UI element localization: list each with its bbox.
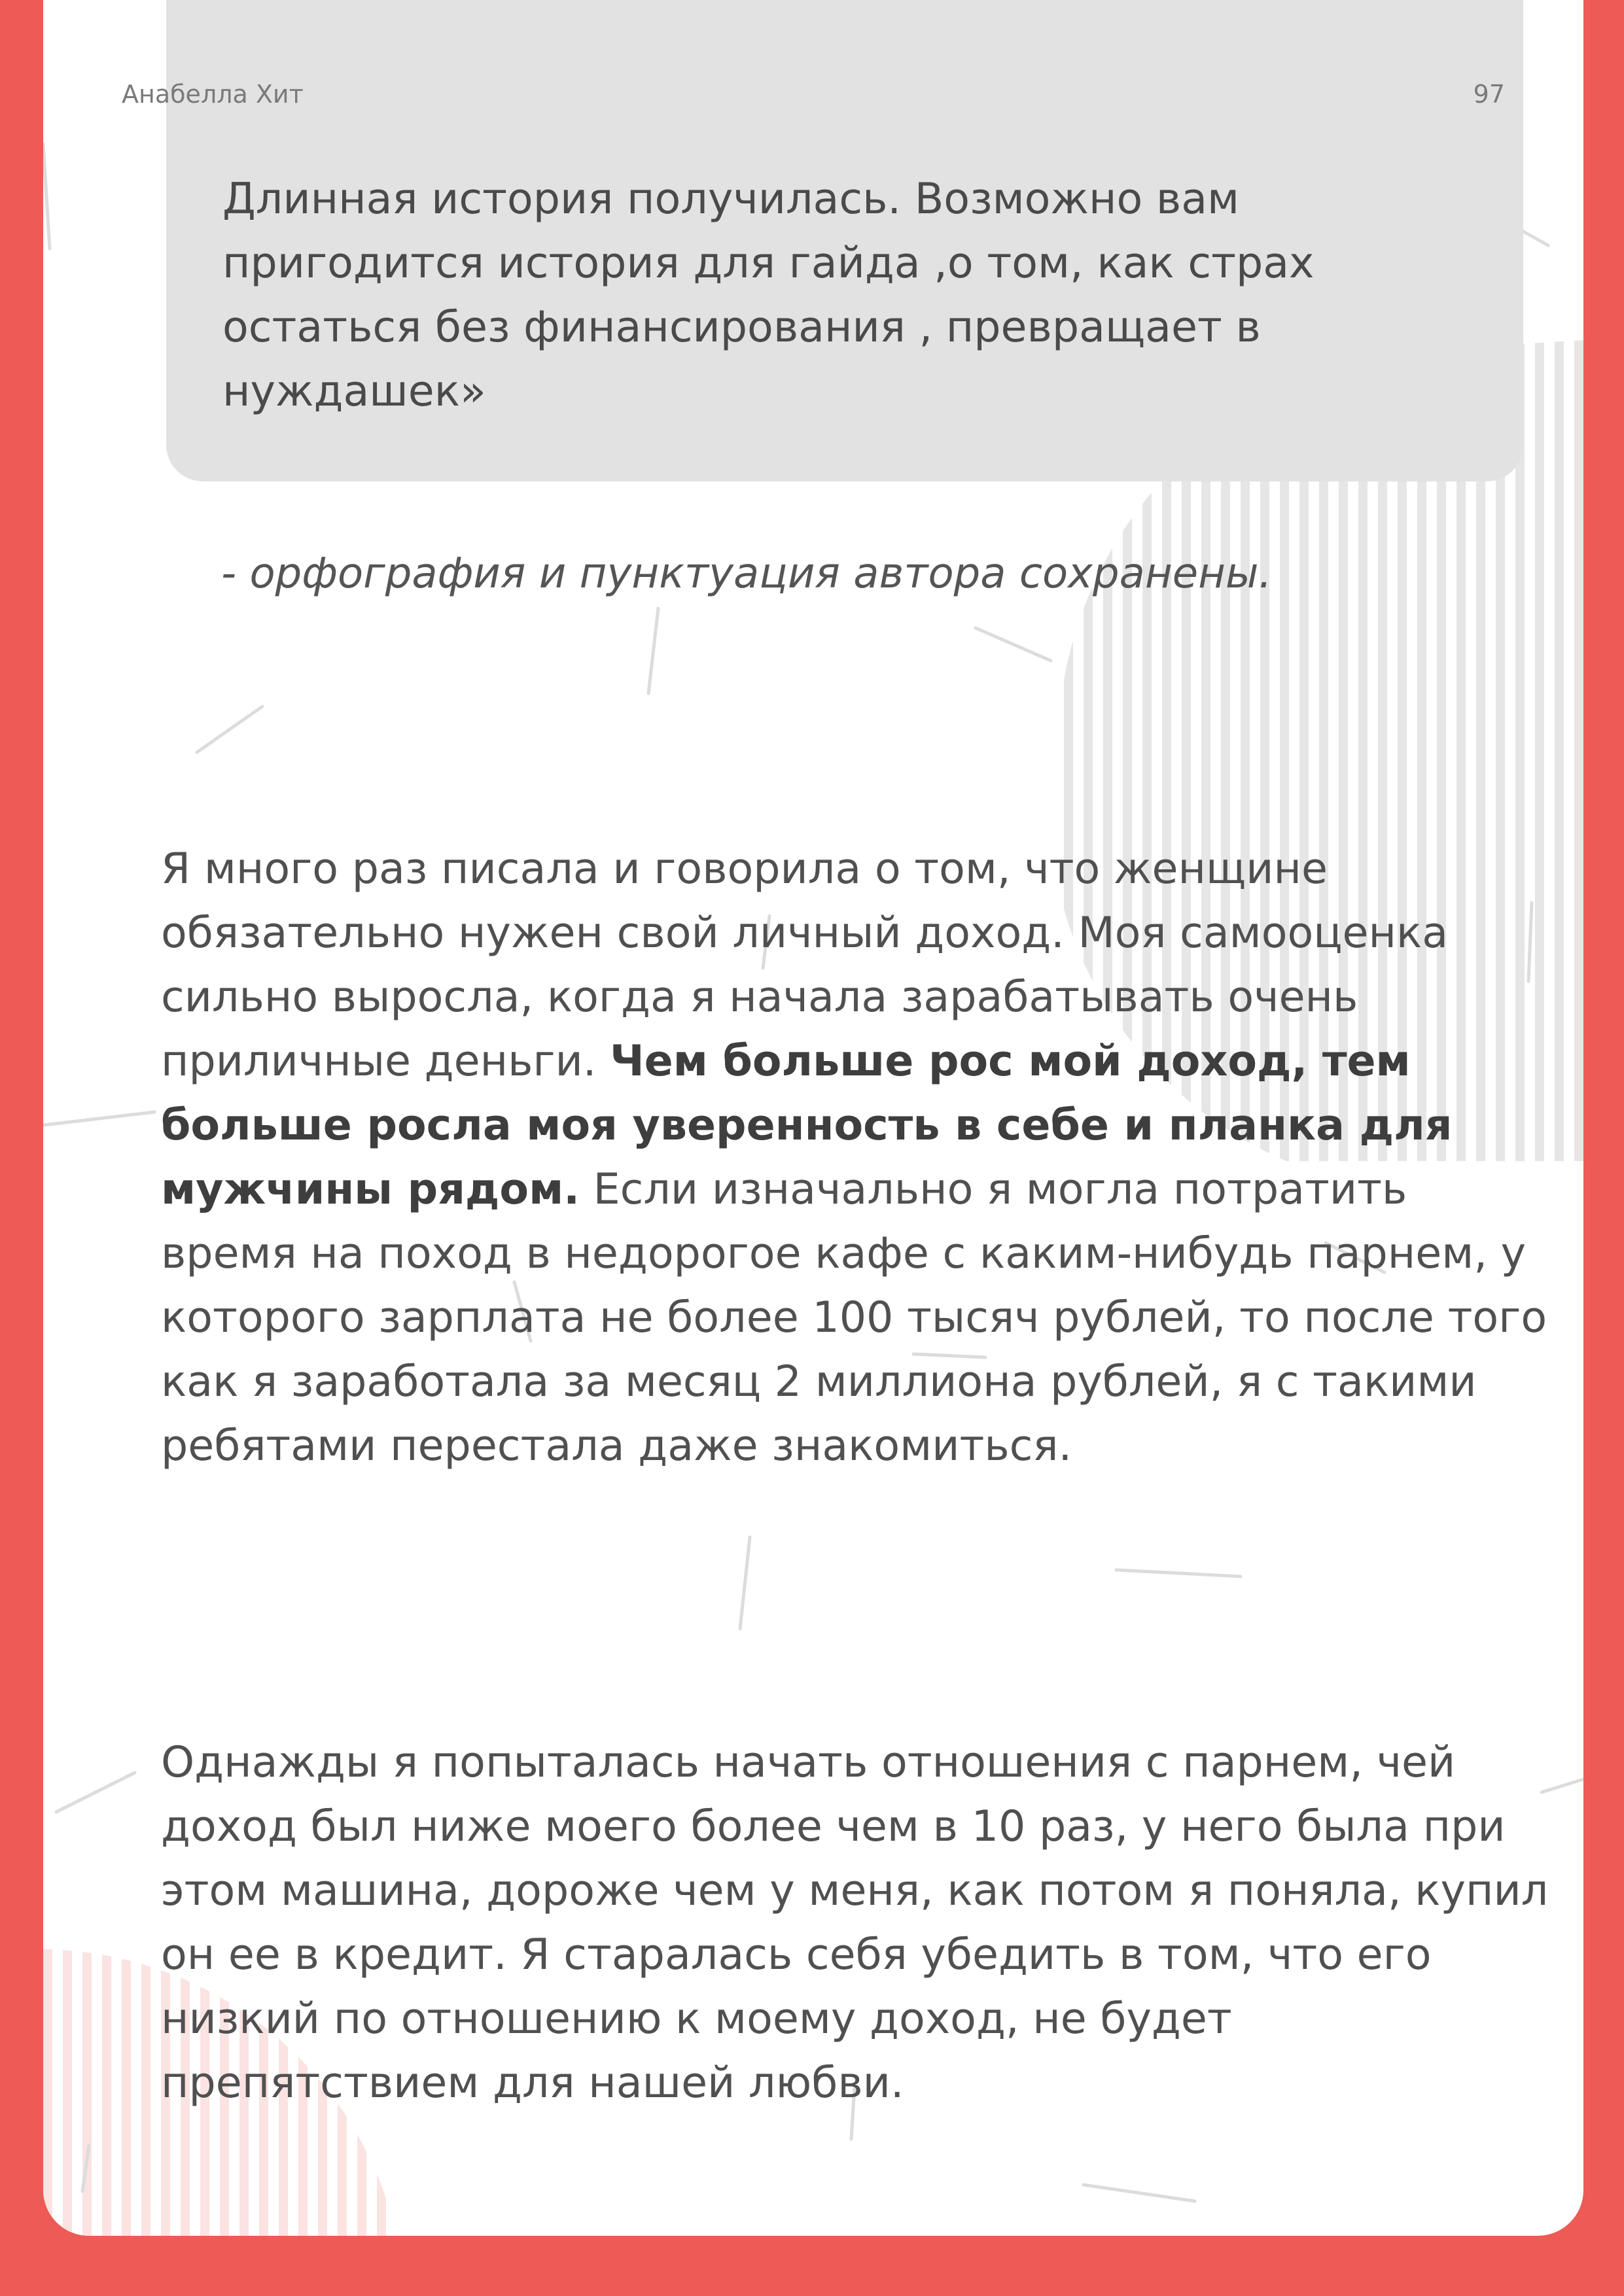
paragraph-income: [161, 837, 1555, 1478]
paragraph-income-rest: Если изначально я могла потратить время на поход в недорогое кафе с каким-нибудь парнем, у которого зарплата не более 100 тысяч рублей, то после того как я заработала за месяц 2 миллиона рублей, я с такими ребятами перестала даже знакомиться.: [161, 1165, 1547, 1470]
page-header: [122, 80, 1505, 113]
author-name: Анабелла Хит: [122, 80, 304, 109]
quote-box: [166, 0, 1523, 481]
page-number: 97: [1473, 80, 1505, 109]
paragraph-income-intro: Я много раз писала и говорила о том, что женщине обязательно нужен свой личный доход. Моя самооценка сильно выросла, когда я начала зарабатывать очень приличные деньги.: [161, 844, 1449, 1086]
paragraph-income-highlight: Чем больше рос мой доход, тем больше росла моя уверенность в себе и планка для мужчины рядом.: [161, 1037, 1453, 1214]
page-sheet: [43, 0, 1583, 2236]
paragraph-relationship: Однажды я попыталась начать отношения с парнем, чей доход был ниже моего более чем в 10 раз, у него была при этом машина, дороже чем у меня, как потом я поняла, купил он ее в кредит. Я старалась себя убедить в том, что его низкий по отношению к моему доход, не будет препятствием для нашей любви.: [161, 1738, 1549, 2108]
quote-text: Длинная история получилась. Возможно вам пригодится история для гайда ,о том, как страх остаться без финансирования , превращает в нуждашек»: [222, 175, 1315, 416]
author-note: - орфография и пунктуация автора сохранены.: [221, 549, 1272, 598]
